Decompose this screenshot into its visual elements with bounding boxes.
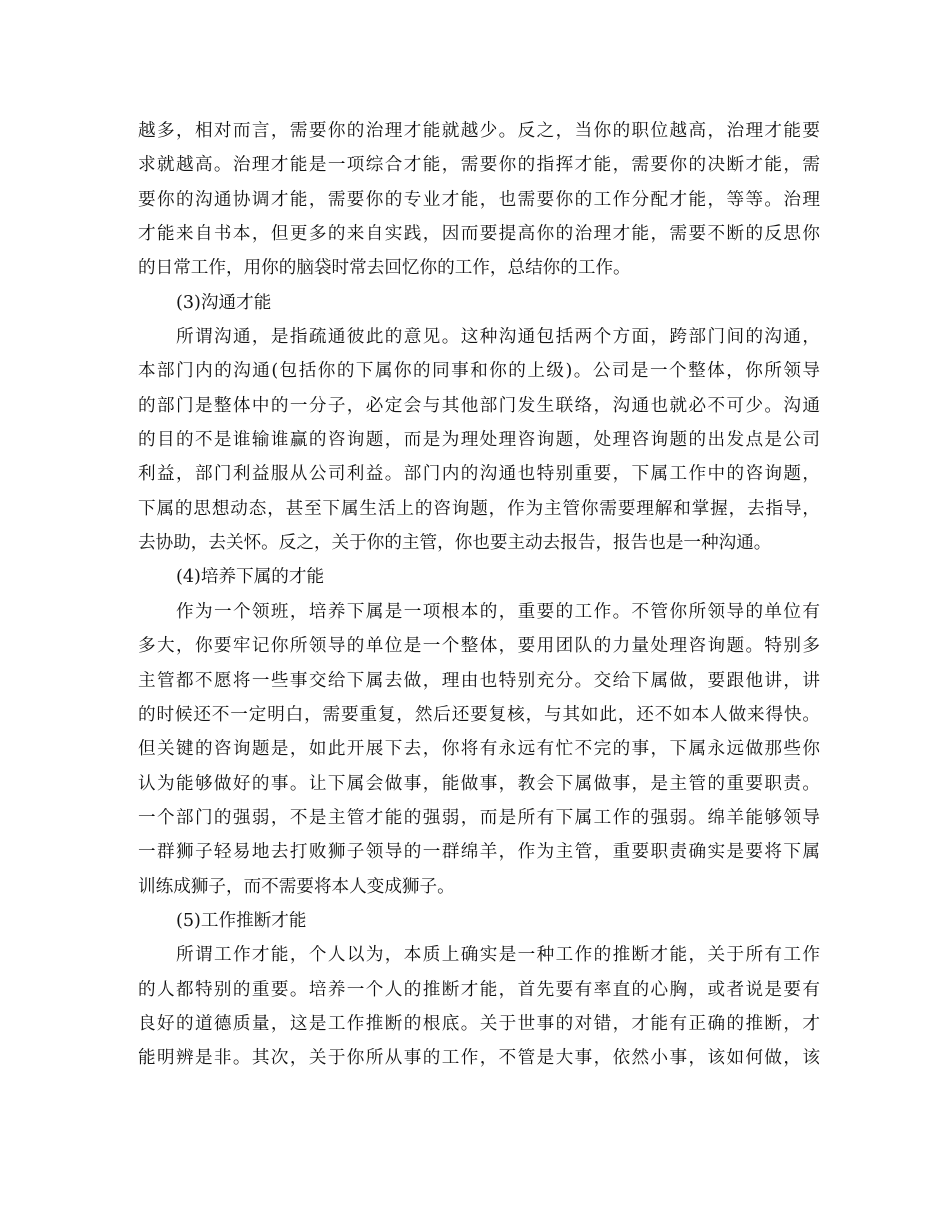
text-line-content: 的目的不是谁输谁赢的咨询题，而是为理处理咨询题，处理咨询题的出发点是公司 — [138, 430, 820, 451]
text-line — [138, 183, 820, 217]
text-line — [138, 938, 820, 972]
section-heading-text: (3)沟通才能 — [176, 292, 272, 313]
text-line-content: 所谓工作才能，个人以为，本质上确实是一种工作的推断才能，关于所有工作 — [176, 945, 820, 966]
text-line-content: 认为能够做好的事。让下属会做事，能做事，教会下属做事，是主管的重要职责。 — [138, 773, 820, 794]
text-line-content: 的人都特别的重要。培养一个人的推断才能，首先要有率直的心胸，或者说是要有 — [138, 979, 820, 1000]
text-line-content: 才能来自书本，但更多的来自实践，因而要提高你的治理才能，需要不断的反思你 — [138, 224, 820, 245]
text-line — [138, 526, 820, 560]
text-line — [138, 423, 820, 457]
text-line — [138, 664, 820, 698]
text-line — [138, 217, 820, 251]
text-line-content: 良好的道德质量，这是工作推断的根底。关于世事的对错，才能有正确的推断，才 — [138, 1013, 820, 1034]
text-line — [138, 973, 820, 1007]
section-heading-text: (4)培养下属的才能 — [176, 567, 325, 588]
text-line — [138, 595, 820, 629]
text-line-content: 但关键的咨询题是，如此开展下去，你将有永远有忙不完的事，下属永远做那些你 — [138, 739, 820, 760]
text-line — [138, 320, 820, 354]
text-line — [138, 457, 820, 491]
text-line-content: 求就越高。治理才能是一项综合才能，需要你的指挥才能，需要你的决断才能，需 — [138, 155, 820, 176]
text-line — [138, 698, 820, 732]
text-line-content: 的部门是整体中的一分子，必定会与其他部门发生联络，沟通也就必不可少。沟通 — [138, 395, 820, 416]
text-line — [138, 801, 820, 835]
text-line — [138, 1041, 820, 1075]
text-line — [138, 354, 820, 388]
text-line — [138, 1007, 820, 1041]
text-line — [138, 767, 820, 801]
section-heading — [138, 560, 820, 594]
text-line — [138, 629, 820, 663]
text-line — [138, 732, 820, 766]
text-line — [138, 389, 820, 423]
section-heading — [138, 904, 820, 938]
text-line-content: 利益，部门利益服从公司利益。部门内的沟通也特别重要，下属工作中的咨询题， — [138, 464, 820, 485]
text-line — [138, 148, 820, 182]
text-line — [138, 114, 820, 148]
text-line — [138, 835, 820, 869]
text-line-content: 越多，相对而言，需要你的治理才能就越少。反之，当你的职位越高，治理才能要 — [138, 121, 820, 141]
document-page — [138, 114, 820, 1076]
text-line-content: 一个部门的强弱，不是主管才能的强弱，而是所有下属工作的强弱。绵羊能够领导 — [138, 807, 820, 828]
text-line-content: 多大，你要牢记你所领导的单位是一个整体，要用团队的力量处理咨询题。特别多 — [138, 636, 820, 657]
text-line — [138, 251, 820, 285]
text-line-content: 要你的沟通协调才能，需要你的专业才能，也需要你的工作分配才能，等等。治理 — [138, 189, 820, 210]
section-heading-text: (5)工作推断才能 — [176, 910, 307, 931]
text-line-content: 能明辨是非。其次，关于你所从事的工作，不管是大事，依然小事，该如何做，该 — [138, 1048, 820, 1069]
text-line-content: 的日常工作，用你的脑袋时常去回忆你的工作，总结你的工作。 — [138, 258, 631, 279]
text-line-content: 去协助，去关怀。反之，关于你的主管，你也要主动去报告，报告也是一种沟通。 — [138, 533, 772, 554]
text-line-content: 下属的思想动态，甚至下属生活上的咨询题，作为主管你需要理解和掌握，去指导， — [138, 498, 820, 519]
text-line-content: 一群狮子轻易地去打败狮子领导的一群绵羊，作为主管，重要职责确实是要将下属 — [138, 842, 820, 863]
section-heading — [138, 286, 820, 320]
text-line — [138, 492, 820, 526]
text-line-content: 主管都不愿将一些事交给下属去做，理由也特别充分。交给下属做，要跟他讲，讲 — [138, 670, 820, 691]
text-line-content: 训练成狮子，而不需要将本人变成狮子。 — [138, 876, 455, 897]
text-line-content: 本部门内的沟通(包括你的下属你的同事和你的上级)。公司是一个整体，你所领导 — [138, 361, 820, 382]
text-line-content: 的时候还不一定明白，需要重复，然后还要复核，与其如此，还不如本人做来得快。 — [138, 704, 820, 725]
text-line-content: 作为一个领班，培养下属是一项根本的，重要的工作。不管你所领导的单位有 — [176, 601, 820, 622]
text-line-content: 所谓沟通，是指疏通彼此的意见。这种沟通包括两个方面，跨部门间的沟通， — [176, 327, 820, 348]
text-line — [138, 870, 820, 904]
